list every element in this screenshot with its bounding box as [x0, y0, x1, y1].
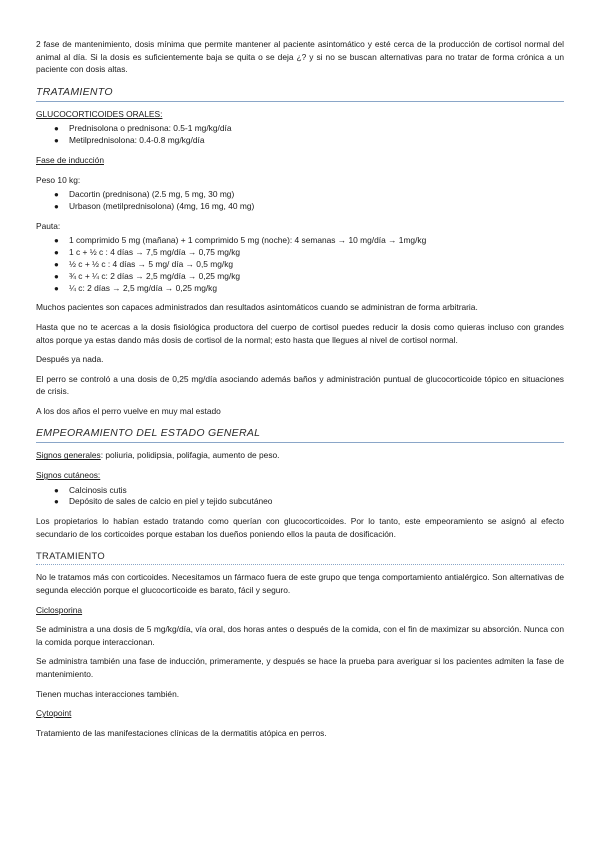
paragraph: Después ya nada. [36, 354, 104, 365]
bullet-icon: ● [54, 190, 59, 200]
paragraph: Tratamiento de las manifestaciones clínicas de la dermatitis atópica en perros. [36, 727, 327, 738]
list-item: ● Dacortin (prednisona) (2.5 mg, 5 mg, 30 mg) [54, 189, 235, 200]
section-heading-tratamiento-2: TRATAMIENTO [36, 550, 564, 565]
paragraph: Los propietarios lo habían estado tratando como querían con glucocorticoides. Por lo tanto, este empeoramiento se asignó al efecto secundario de los corticoides porque estaban los dueños poniendo ellos la pauta de dosificación. [36, 516, 564, 539]
list-item: ● Metilprednisolona: 0.4-0.8 mg/kg/día [54, 135, 205, 146]
paragraph: A los dos años el perro vuelve en muy mal estado [36, 405, 221, 416]
list-item: ● ½ c + ½ c : 4 días → 5 mg/ día → 0,5 mg/kg [54, 258, 234, 269]
bullet-icon: ● [54, 248, 59, 258]
bullet-icon: ● [54, 136, 59, 146]
glucocorticoides-title: GLUCOCORTICOIDES ORALES: [36, 108, 163, 119]
bullet-icon: ● [54, 236, 59, 246]
intro-paragraph: 2 fase de mantenimiento, dosis mínima que permite mantener al paciente asintomático y esté cerca de la producción de cortisol normal del animal al día. Si la dosis es suficientemente baja se quita o se deja ¿? y si no se buscan alternativas para no tratar de forma crónica a un paciente con dosis altas. [36, 39, 564, 75]
bullet-icon: ● [54, 283, 59, 293]
list-item: ● ¼ c: 2 días → 2,5 mg/día → 0,25 mg/kg [54, 282, 218, 293]
cutaneos-list [36, 485, 564, 509]
peso-list [36, 189, 564, 213]
induccion-title: Fase de inducción [36, 154, 104, 165]
ciclosporina-title: Ciclosporina [36, 604, 83, 615]
list-item: ● Prednisolona o prednisona: 0.5-1 mg/kg/día [54, 123, 232, 134]
paragraph: El perro se controló a una dosis de 0,25 mg/día asociando además baños y administración puntual de glucocorticoide tópico en situaciones de crisis. [36, 373, 564, 397]
paragraph: Se administra a una dosis de 5 mg/kg/día, vía oral, dos horas antes o después de la comida, con el fin de maximizar su absorción. Nunca con la comida porque interaccionan. [36, 624, 564, 647]
signos-generales-label: Signos generales [36, 450, 101, 461]
list-item: ● Calcinosis cutis [54, 484, 127, 495]
list-item: ● 1 c + ½ c : 4 días → 7,5 mg/día → 0,75 mg/kg [54, 247, 241, 258]
signos-generales-text: : poliuria, polidipsia, polifagia, aumento de peso. [100, 450, 280, 461]
document-page [36, 38, 564, 746]
bullet-icon: ● [54, 497, 59, 507]
paragraph: No le tratamos más con corticoides. Necesitamos un fármaco fuera de este grupo que tenga comportamiento antialérgico. Son alternativas de segunda elección porque el glucocorticoide es barato, fácil y seguro. [36, 572, 564, 596]
section-heading-tratamiento: TRATAMIENTO [36, 86, 564, 102]
cytopoint-title: Cytopoint [36, 708, 72, 719]
peso-label: Peso 10 kg: [36, 174, 81, 185]
list-item: ● 1 comprimido 5 mg (mañana) + 1 comprimido 5 mg (noche): 4 semanas → 10 mg/día → 1mg/kg [54, 235, 427, 246]
bullet-icon: ● [54, 124, 59, 134]
bullet-icon: ● [54, 271, 59, 281]
bullet-icon: ● [54, 259, 59, 269]
pauta-label: Pauta: [36, 220, 61, 231]
list-item: ● Depósito de sales de calcio en piel y tejido subcutáneo [54, 496, 273, 507]
list-item: ● Urbason (metilprednisolona) (4mg, 16 mg, 40 mg) [54, 200, 255, 211]
paragraph: Muchos pacientes son capaces administrados dan resultados asintomáticos cuando se administran de forma arbitraria. [36, 302, 478, 313]
bullet-icon: ● [54, 485, 59, 495]
pauta-list [36, 235, 564, 294]
bullet-icon: ● [54, 201, 59, 211]
paragraph: Tienen muchas interacciones también. [36, 688, 180, 699]
paragraph: Hasta que no te acercas a la dosis fisiológica productora del cuerpo de cortisol puedes reducir la dosis como quieras incluso con grandes altos porque ya estas dando más dosis de cortisol de la normal; esto hasta que llegues al nivel de cortisol normal. [36, 321, 564, 345]
signos-cutaneos-label: Signos cutáneos: [36, 470, 101, 481]
list-item: ● ¾ c + ¼ c: 2 días → 2,5 mg/día → 0,25 mg/kg [54, 270, 241, 281]
signos-generales [36, 449, 564, 462]
glucocorticoides-list [36, 123, 564, 147]
section-heading-empeoramiento: EMPEORAMIENTO DEL ESTADO GENERAL [36, 427, 564, 443]
paragraph: Se administra también una fase de inducción, primeramente, y después se hace la prueba para averiguar si los pacientes admiten la fase de mantenimiento. [36, 656, 564, 680]
